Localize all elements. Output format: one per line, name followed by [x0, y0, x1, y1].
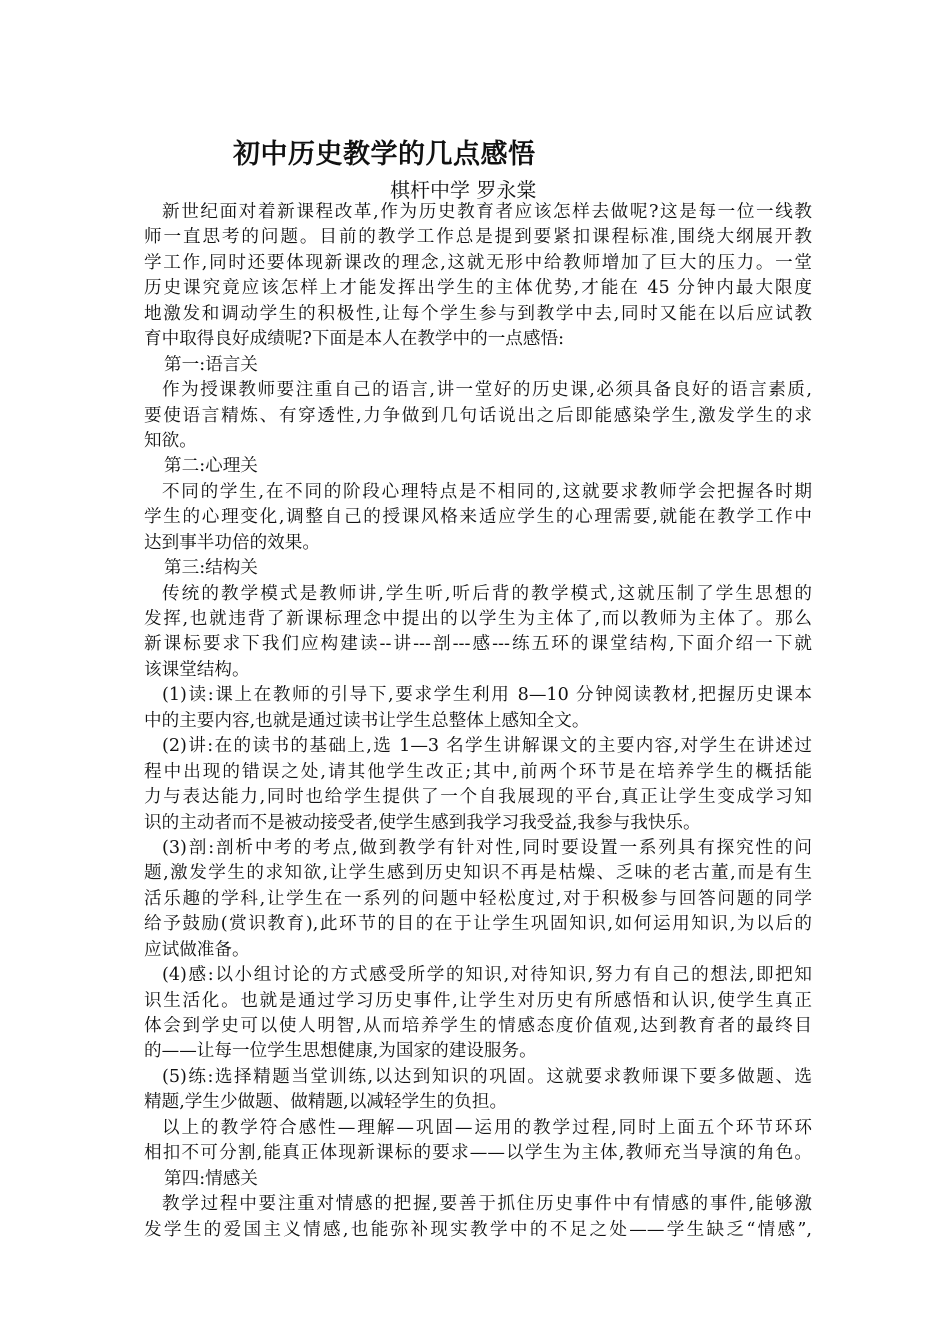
text-line: 传统的教学模式是教师讲,学生听,听后背的教学模式,这就压制了学生思想的 [162, 583, 812, 604]
text-line: 第一:语言关 [164, 354, 258, 375]
text-line: 识生活化。也就是通过学习历史事件,让学生对历史有所感悟和认识,使学生真正 [144, 990, 812, 1011]
text-line: 第四:情感关 [164, 1168, 258, 1189]
text-line: (1)读:课上在教师的引导下,要求学生利用 8—10 分钟阅读教材,把握历史课本 [162, 685, 812, 706]
text-line: 要使语言精炼、有穿透性,力争做到几句话说出之后即能感染学生,激发学生的求 [144, 405, 812, 426]
text-line: 活乐趣的学科,让学生在一系列的问题中轻松度过,对于积极参与回答问题的同学 [144, 888, 812, 909]
text-line: 应试做准备。 [144, 939, 250, 960]
text-line: 作为授课教师要注重自己的语言,讲一堂好的历史课,必须具备良好的语言素质, [162, 380, 812, 401]
text-line: 不同的学生,在不同的阶段心理特点是不相同的,这就要求教师学会把握各时期 [162, 481, 812, 502]
text-line: 题,激发学生的求知欲,让学生感到历史知识不再是枯燥、乏味的老古董,而是有生 [144, 863, 812, 884]
text-line: (3)剖:剖析中考的考点,做到教学有针对性,同时要设置一系列具有探究性的问 [162, 837, 812, 858]
text-line: 该课堂结构。 [144, 659, 250, 680]
text-line: (5)练:选择精题当堂训练,以达到知识的巩固。这就要求教师课下要多做题、选 [162, 1066, 812, 1087]
text-line: 识的主动者而不是被动接受者,使学生感到我学习我受益,我参与我快乐。 [144, 812, 701, 833]
text-line: 第三:结构关 [164, 558, 258, 579]
text-line: 发学生的爱国主义情感,也能弥补现实教学中的不足之处——学生缺乏“情感”, [144, 1219, 812, 1240]
text-line: 中的主要内容,也就是通过读书让学生总整体上感知全文。 [144, 710, 590, 731]
text-line: 师一直思考的问题。目前的教学工作总是提到要紧扣课程标准,围绕大纲展开教 [144, 227, 812, 248]
text-line: 精题,学生少做题、做精题,以减轻学生的负担。 [144, 1092, 508, 1113]
text-line: 历史课究竟应该怎样上才能发挥出学生的主体优势,才能在 45 分钟内最大限度 [144, 278, 812, 299]
text-line: 以上的教学符合感性—理解—巩固—运用的教学过程,同时上面五个环节环环 [162, 1117, 812, 1138]
text-line: 给予鼓励(赏识教育),此环节的目的在于让学生巩固知识,如何运用知识,为以后的 [144, 914, 812, 935]
text-line: 新课标要求下我们应构建读--讲---剖---感---练五环的课堂结构,下面介绍一下就 [144, 634, 812, 655]
text-line: 力与表达能力,同时也给学生提供了一个自我展现的平台,真正让学生变成学习知 [144, 787, 812, 808]
text-line: 相扣不可分割,能真正体现新课标的要求——以学生为主体,教师充当导演的角色。 [144, 1143, 812, 1164]
text-line: 知欲。 [144, 430, 197, 451]
text-line: 体会到学史可以使人明智,从而培养学生的情感态度价值观,达到教育者的最终目 [144, 1016, 812, 1036]
text-line: 新世纪面对着新课程改革,作为历史教育者应该怎样去做呢?这是每一位一线教 [162, 202, 812, 222]
body-text [144, 200, 812, 1243]
text-line: 程中出现的错误之处,请其他学生改正;其中,前两个环节是在培养学生的概括能 [144, 761, 812, 782]
text-line: (4)感:以小组讨论的方式感受所学的知识,对待知识,努力有自己的想法,即把知 [162, 965, 812, 986]
author-line: 棋杆中学 罗永棠 [390, 178, 537, 202]
text-line: 第二:心理关 [164, 456, 258, 477]
text-line: 的——让每一位学生思想健康,为国家的建设服务。 [144, 1041, 537, 1062]
text-line: 学生的心理变化,调整自己的授课风格来适应学生的心理需要,就能在教学工作中 [144, 507, 812, 528]
text-line: 育中取得良好成绩呢?下面是本人在教学中的一点感悟: [144, 329, 565, 350]
text-line: (2)讲:在的读书的基础上,选 1—3 名学生讲解课文的主要内容,对学生在讲述过 [162, 736, 812, 757]
text-line: 教学过程中要注重对情感的把握,要善于抓住历史事件中有情感的事件,能够激 [162, 1194, 812, 1215]
text-line: 学工作,同时还要体现新课改的理念,这就无形中给教师增加了巨大的压力。一堂 [144, 252, 812, 273]
document-title: 初中历史教学的几点感悟 [233, 139, 536, 170]
text-line: 发挥,也就违背了新课标理念中提出的以学生为主体了,而以教师为主体了。那么 [144, 609, 812, 629]
text-line: 达到事半功倍的效果。 [144, 532, 320, 553]
text-line: 地激发和调动学生的积极性,让每个学生参与到教学中去,同时又能在以后应试教 [144, 303, 812, 324]
